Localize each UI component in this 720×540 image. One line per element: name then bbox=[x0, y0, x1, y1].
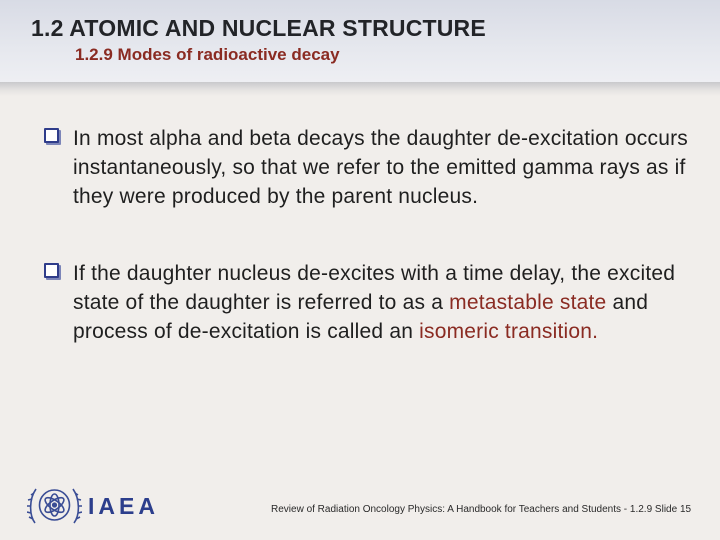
slide-footer-caption: Review of Radiation Oncology Physics: A Handbook for Teachers and Students - 1.2.9 Slide 15 bbox=[271, 504, 692, 515]
metastable-state-term: metastable state bbox=[449, 291, 607, 314]
bullet-text-2-start: If the daughter nucleus de-excites with a time delay, the excited state of the daughter is referred to as a bbox=[73, 262, 676, 314]
header-shadow bbox=[0, 82, 720, 96]
bullet-text-2 bbox=[73, 259, 693, 346]
isomeric-transition-term: isomeric transition. bbox=[419, 320, 599, 343]
slide-subtitle: 1.2.9 Modes of radioactive decay bbox=[75, 45, 340, 64]
checkbox-bullet-icon bbox=[44, 128, 59, 143]
bullet-text-1: In most alpha and beta decays the daughter de-excitation occurs instantaneously, so that we refer to the emitted gamma rays as if they were produced by the parent nucleus. bbox=[73, 127, 688, 208]
bullet-text-2-middle: and process of de-excitation is called an bbox=[73, 291, 649, 343]
slide-title: 1.2 ATOMIC AND NUCLEAR STRUCTURE bbox=[31, 15, 486, 41]
iaea-logo-text: IAEA bbox=[88, 493, 159, 519]
checkbox-bullet-icon bbox=[44, 263, 59, 278]
iaea-logo-icon bbox=[27, 479, 82, 531]
